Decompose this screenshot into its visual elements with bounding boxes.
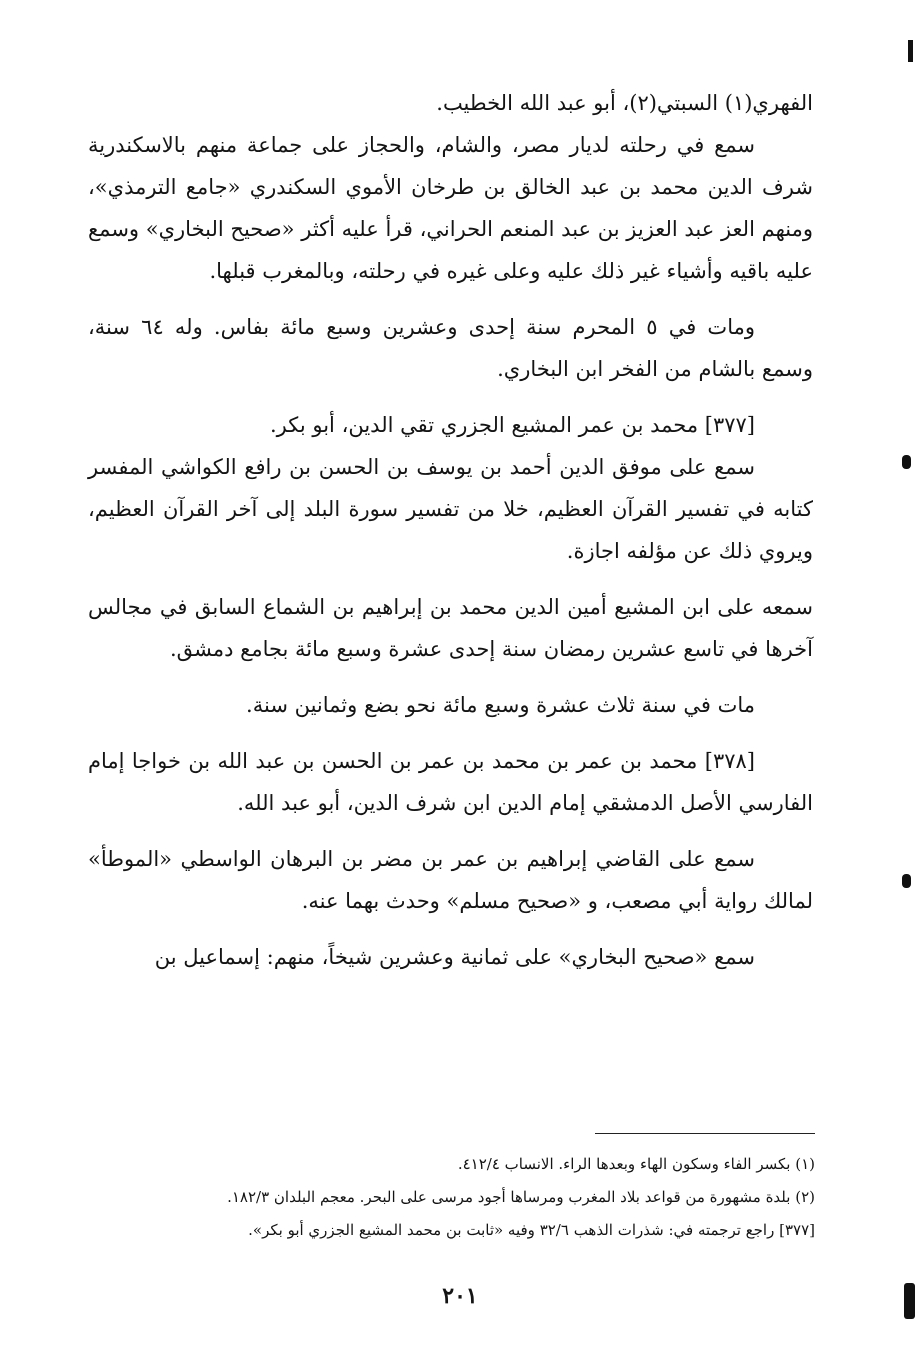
- entry-377-heading: [٣٧٧] محمد بن عمر المشيع الجزري تقي الدين، أبو بكر.: [269, 413, 755, 437]
- page-number: ٢٠١: [442, 1283, 478, 1309]
- footnotes: [110, 1148, 815, 1247]
- footnote-2: (٢) بلدة مشهورة من قواعد بلاد المغرب ومرساها أجود مرسى على البحر. معجم البلدان ١٨٢/٣.: [227, 1188, 815, 1206]
- paragraph-hearing-travels: سمع في رحلته لديار مصر، والشام، والحجاز على جماعة منهم بالاسكندرية شرف الدين محمد بن عبد الخالق بن طرخان الأموي السكندري «جامع الترمذي»، ومنهم العز عبد العزيز بن عبد المنعم الحراني، قرأ عليه أكثر «صحيح البخاري» وسمع عليه باقيه وأشياء غير ذلك عليه وعلى غيره في رحلته، وبالمغرب قبلها.: [88, 133, 813, 283]
- footnote-377: [٣٧٧] راجع ترجمته في: شذرات الذهب ٣٢/٦ وفيه «ثابت بن محمد المشيع الجزري أبو بكر».: [248, 1221, 815, 1239]
- scan-mark-middle: [902, 455, 911, 469]
- main-text: [88, 82, 813, 992]
- paragraph-377-death: مات في سنة ثلاث عشرة وسبع مائة نحو بضع وثمانين سنة.: [246, 693, 755, 717]
- paragraph-377-hearing: سمع على موفق الدين أحمد بن يوسف بن الحسن بن رافع الكواشي المفسر كتابه في تفسير القرآن العظيم، خلا من تفسير سورة البلد إلى آخر القرآن العظيم، ويروي ذلك عن مؤلفه اجازة.: [88, 455, 813, 563]
- scan-mark-top: [908, 40, 913, 62]
- scan-mark-lower: [902, 874, 911, 888]
- paragraph-continuation: الفهري(١) السبتي(٢)، أبو عبد الله الخطيب.: [436, 91, 813, 115]
- paragraph-377-transmission: سمعه على ابن المشيع أمين الدين محمد بن إبراهيم بن الشماع السابق في مجالس آخرها في تاسع عشرين رمضان سنة إحدى عشرة وسبع مائة بجامع دمشق.: [88, 595, 813, 661]
- footnote-separator: [595, 1133, 815, 1134]
- footnote-1: (١) بكسر الفاء وسكون الهاء وبعدها الراء. الانساب ٤١٢/٤.: [457, 1155, 815, 1173]
- scan-mark-bottom: [904, 1283, 915, 1319]
- entry-378-heading: [٣٧٨] محمد بن عمر بن محمد بن عمر بن الحسن بن عبد الله بن خواجا إمام الفارسي الأصل الدمشقي إمام الدين ابن شرف الدين، أبو عبد الله.: [88, 749, 813, 815]
- paragraph-378-bukhari: سمع «صحيح البخاري» على ثمانية وعشرين شيخاً، منهم: إسماعيل بن: [154, 945, 755, 969]
- paragraph-death: ومات في ٥ المحرم سنة إحدى وعشرين وسبع مائة بفاس. وله ٦٤ سنة، وسمع بالشام من الفخر ابن البخاري.: [88, 315, 813, 381]
- paragraph-378-hearing: سمع على القاضي إبراهيم بن عمر بن مضر بن البرهان الواسطي «الموطأ» لمالك رواية أبي مصعب، و «صحيح مسلم» وحدث بهما عنه.: [88, 847, 813, 913]
